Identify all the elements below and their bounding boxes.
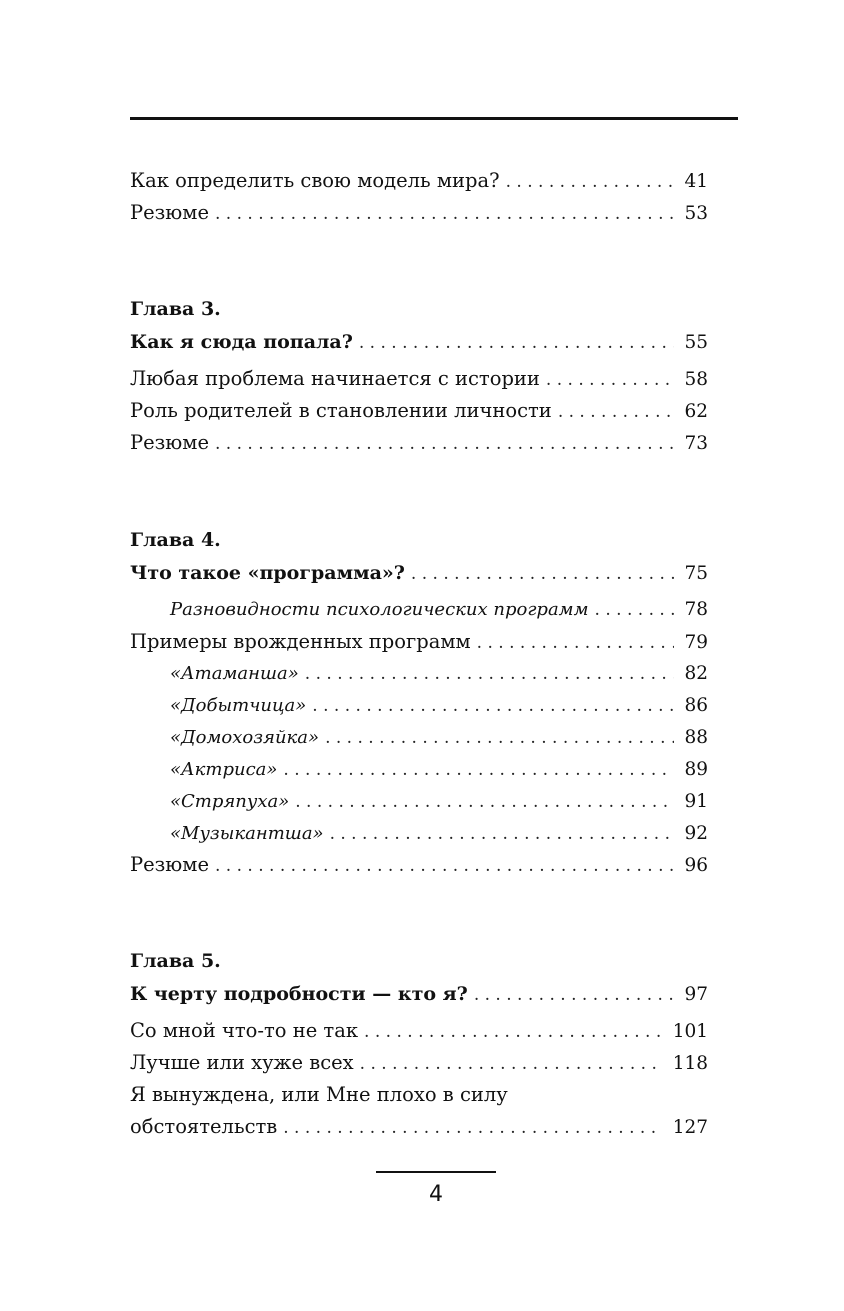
toc-entry-page: 127	[672, 1117, 708, 1138]
toc-entry-title: «Стряпуха»	[170, 791, 290, 812]
toc-entry-title: Резюме	[130, 201, 209, 224]
toc-subentry[interactable]	[170, 819, 708, 849]
page-number: 4	[429, 1182, 443, 1207]
toc-entry-title: «Домохозяйка»	[170, 727, 320, 748]
toc-entry-page: 91	[684, 791, 708, 812]
dot-leader	[360, 1049, 663, 1079]
toc-entry-title: Разновидности психологических программ	[170, 599, 589, 620]
dot-leader	[215, 851, 674, 881]
toc-entry-page: 75	[684, 563, 708, 584]
toc-entry-title: Резюме	[130, 431, 209, 454]
footer-divider	[376, 1171, 496, 1173]
toc-entry-page: 89	[684, 759, 708, 780]
toc-entry-page: 82	[684, 663, 708, 684]
toc-entry-page: 96	[684, 855, 708, 876]
toc-entry-title: Любая проблема начинается с истории	[130, 367, 540, 390]
toc-entry-page: 58	[684, 369, 708, 390]
chapter-main-entry[interactable]	[130, 558, 708, 588]
toc-entry-page: 41	[684, 171, 708, 192]
toc-entry-page: 53	[684, 203, 708, 224]
toc-entry[interactable]	[130, 396, 708, 426]
dot-leader	[330, 819, 675, 849]
toc-entry-page: 73	[684, 433, 708, 454]
chapter-heading: Глава 5.	[130, 950, 221, 972]
dot-leader	[215, 429, 674, 459]
toc-entry[interactable]	[130, 627, 708, 657]
toc-entry[interactable]	[130, 1048, 708, 1078]
dot-leader	[312, 691, 674, 721]
dot-leader	[359, 328, 675, 358]
toc-entry-page: 78	[684, 599, 708, 620]
dot-leader	[506, 167, 675, 197]
toc-entry[interactable]	[130, 1112, 708, 1142]
toc-entry[interactable]	[130, 428, 708, 458]
toc-subentry[interactable]	[170, 787, 708, 817]
toc-subentry[interactable]	[170, 723, 708, 753]
chapter-heading: Глава 4.	[130, 529, 221, 551]
toc-entry-title: «Добытчица»	[170, 695, 307, 716]
toc-entry-title: Примеры врожденных программ	[130, 630, 471, 653]
toc-entry[interactable]	[130, 850, 708, 880]
dot-leader	[283, 1113, 662, 1143]
toc-entry-title-line1[interactable]: Я вынуждена, или Мне плохо в силу	[130, 1083, 508, 1106]
toc-entry[interactable]	[130, 166, 708, 196]
toc-entry-page: 97	[684, 984, 708, 1005]
toc-entry-title: Со мной что-то не так	[130, 1019, 359, 1042]
dot-leader	[283, 755, 674, 785]
toc-entry-title: Что такое «программа»?	[130, 562, 405, 584]
dot-leader	[325, 723, 674, 753]
dot-leader	[546, 365, 675, 395]
toc-entry-title: «Атаманша»	[170, 663, 299, 684]
dot-leader	[474, 980, 675, 1010]
chapter-heading: Глава 3.	[130, 298, 221, 320]
toc-entry-page: 88	[684, 727, 708, 748]
toc-entry-page: 92	[684, 823, 708, 844]
dot-leader	[295, 787, 674, 817]
toc-entry-title: Как определить свою модель мира?	[130, 169, 500, 192]
toc-entry-title: Резюме	[130, 853, 209, 876]
toc-entry-page: 79	[684, 632, 708, 653]
toc-subentry[interactable]	[170, 691, 708, 721]
dot-leader	[477, 628, 675, 658]
toc-subentry[interactable]	[170, 755, 708, 785]
toc-entry[interactable]	[130, 198, 708, 228]
dot-leader	[305, 659, 675, 689]
dot-leader	[595, 595, 675, 625]
toc-entry-page: 101	[672, 1021, 708, 1042]
dot-leader	[215, 199, 674, 229]
toc-entry[interactable]	[130, 364, 708, 394]
toc-entry-title: «Музыкантша»	[170, 823, 324, 844]
toc-entry-page: 86	[684, 695, 708, 716]
toc-entry-page: 62	[684, 401, 708, 422]
toc-entry-page: 118	[672, 1053, 708, 1074]
toc-entry[interactable]	[130, 1016, 708, 1046]
toc-entry-title: Роль родителей в становлении личности	[130, 399, 552, 422]
toc-entry-page: 55	[684, 332, 708, 353]
toc-entry-title: Как я сюда попала?	[130, 331, 353, 353]
top-divider	[130, 117, 738, 120]
toc-entry-title: «Актриса»	[170, 759, 278, 780]
toc-entry-title: Лучше или хуже всех	[130, 1051, 354, 1074]
toc-entry-title-line2: обстоятельств	[130, 1115, 278, 1138]
toc-entry-title: К черту подробности — кто я?	[130, 983, 468, 1005]
chapter-main-entry[interactable]	[130, 327, 708, 357]
toc-subentry[interactable]	[170, 595, 708, 625]
dot-leader	[364, 1017, 663, 1047]
toc-subentry[interactable]	[170, 659, 708, 689]
dot-leader	[411, 559, 675, 589]
dot-leader	[558, 397, 675, 427]
chapter-main-entry[interactable]	[130, 979, 708, 1009]
